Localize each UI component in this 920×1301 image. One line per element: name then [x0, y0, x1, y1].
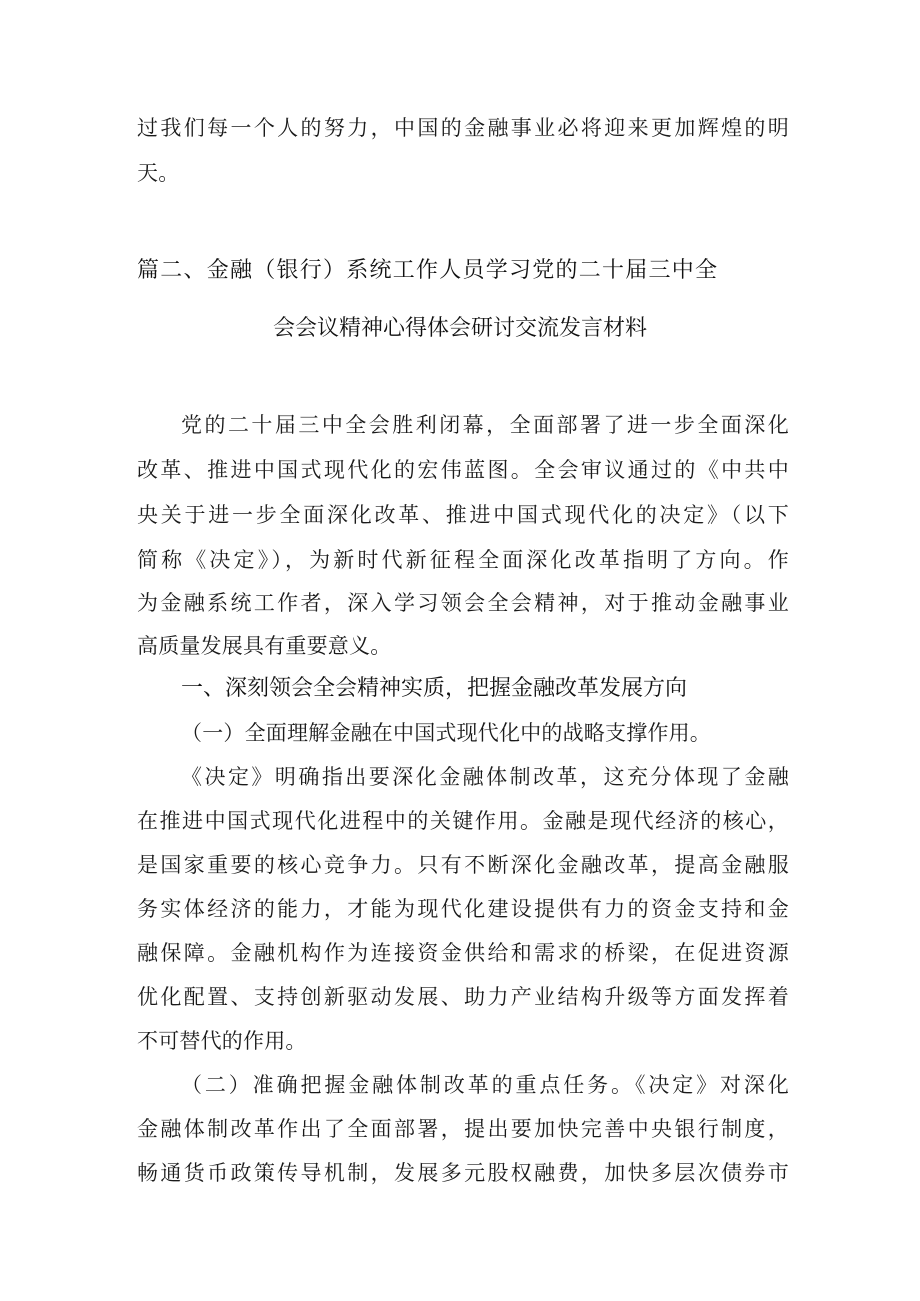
paragraph-line: 央关于进一步全面深化改革、推进中国式现代化的决定》（以下 — [137, 503, 789, 527]
paragraph-line: （二）准确把握金融体制改革的重点任务。《决定》对深化 — [181, 1073, 789, 1097]
paragraph-line: 融保障。金融机构作为连接资金供给和需求的桥梁，在促进资源 — [137, 941, 789, 965]
section-heading: 一、深刻领会全会精神实质，把握金融改革发展方向 — [181, 676, 688, 701]
paragraph-line: 高质量发展具有重要意义。 — [137, 634, 392, 658]
paragraph-line: 简称《决定》），为新时代新征程全面深化改革指明了方向。作 — [137, 548, 789, 572]
paragraph-line: 《决定》明确指出要深化金融体制改革，这充分体现了金融 — [181, 765, 789, 789]
continuation-line: 天。 — [137, 161, 180, 185]
paragraph-line: 畅通货币政策传导机制，发展多元股权融费，加快多层次债券市 — [137, 1161, 789, 1185]
paragraph-line: 在推进中国式现代化进程中的关键作用。金融是现代经济的核心， — [137, 809, 789, 833]
paragraph-line: 为金融系统工作者，深入学习领会全会精神，对于推动金融事业 — [137, 591, 789, 615]
paragraph-line: 是国家重要的核心竞争力。只有不断深化金融改革，提高金融服 — [137, 853, 789, 877]
paragraph-line: 务实体经济的能力，才能为现代化建设提供有力的资金支持和金 — [137, 897, 789, 921]
paragraph-line: 党的二十届三中全会胜利闭幕，全面部署了进一步全面深化 — [181, 413, 789, 437]
continuation-line: 过我们每一个人的努力，中国的金融事业必将迎来更加辉煌的明 — [137, 116, 789, 140]
article-title-line2: 会会议精神心得体会研讨交流发言材料 — [272, 316, 647, 341]
subheading: （一）全面理解金融在中国式现代化中的战略支撑作用。 — [181, 721, 711, 745]
paragraph-line: 金融体制改革作出了全面部署，提出要加快完善中央银行制度， — [137, 1117, 789, 1141]
paragraph-line: 不可替代的作用。 — [137, 1029, 307, 1053]
paragraph-line: 优化配置、支持创新驱动发展、助力产业结构升级等方面发挥着 — [137, 985, 789, 1009]
paragraph-line: 改革、推进中国式现代化的宏伟蓝图。全会审议通过的《中共中 — [137, 458, 789, 482]
article-title-line1: 篇二、金融（银行）系统工作人员学习党的二十届三中全 — [137, 258, 717, 283]
